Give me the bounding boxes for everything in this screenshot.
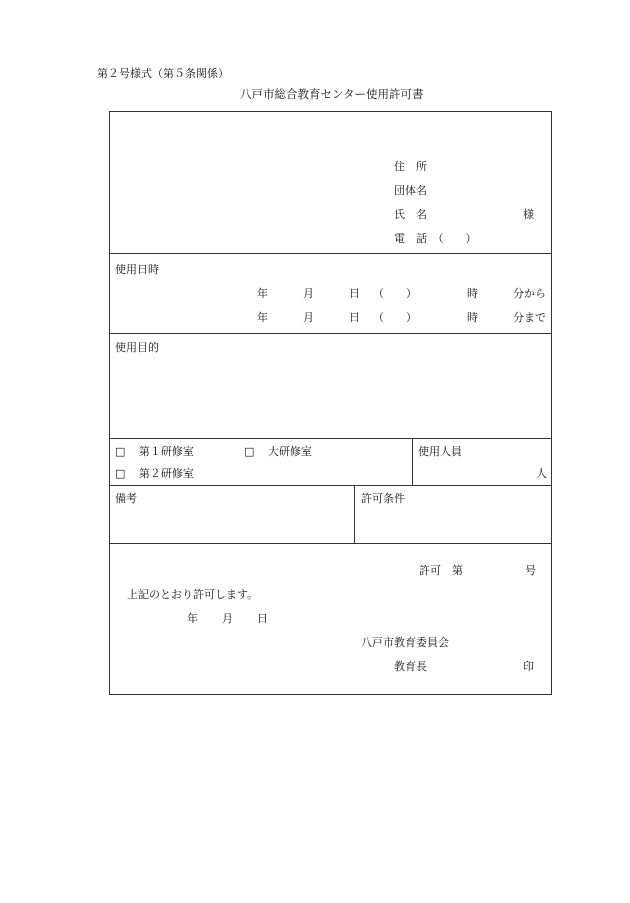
phone-label: 電 話 （ ） — [394, 232, 477, 245]
room-label-large: 大研修室 — [267, 445, 312, 458]
permit-date-day: 日 — [257, 612, 268, 625]
conditions-label: 許可条件 — [361, 492, 405, 505]
permit-number-suffix: 号 — [525, 564, 536, 577]
room-checkbox-2[interactable] — [115, 468, 194, 479]
page-title: 八戸市総合教育センター使用許可書 — [240, 87, 424, 101]
room-checkbox-large[interactable] — [244, 446, 312, 457]
permit-statement: 上記のとおり許可します。 — [127, 588, 259, 601]
to-minute: 分まで — [513, 311, 546, 324]
room-label-1: 第１研修室 — [138, 445, 194, 458]
seal-mark: 印 — [523, 660, 534, 673]
from-year: 年 — [257, 287, 268, 300]
remarks-label: 備考 — [115, 492, 137, 505]
form-number: 第２号様式（第５条関係） — [97, 67, 229, 80]
permit-date-month: 月 — [222, 612, 233, 625]
checkbox-icon: □ — [115, 445, 126, 458]
divider-rooms — [109, 485, 552, 486]
honorific: 様 — [523, 208, 534, 221]
from-minute: 分から — [513, 287, 546, 300]
checkbox-icon: □ — [244, 445, 255, 458]
room-checkbox-1[interactable] — [115, 446, 194, 457]
divider-applicant — [109, 253, 552, 254]
divider-attendees — [412, 438, 413, 485]
name-label: 氏 名 — [394, 208, 427, 221]
attendees-label: 使用人員 — [418, 445, 462, 458]
to-month: 月 — [303, 311, 314, 324]
permit-number-label: 許可 第 — [419, 564, 463, 577]
divider-datetime — [109, 333, 552, 334]
divider-conditions — [354, 485, 355, 543]
superintendent-label: 教育長 — [394, 660, 427, 673]
divider-remarks — [109, 543, 552, 544]
checkbox-icon: □ — [115, 467, 126, 480]
to-hour: 時 — [467, 311, 478, 324]
from-month: 月 — [303, 287, 314, 300]
divider-purpose — [109, 438, 552, 439]
address-label: 住 所 — [394, 160, 427, 173]
permit-date-year: 年 — [187, 612, 198, 625]
from-day: 日 — [349, 287, 360, 300]
to-weekday: （ ） — [373, 311, 417, 324]
to-year: 年 — [257, 311, 268, 324]
from-weekday: （ ） — [373, 287, 417, 300]
permit-form-frame — [109, 111, 552, 695]
usage-datetime-label: 使用日時 — [115, 263, 159, 276]
purpose-label: 使用目的 — [115, 341, 159, 354]
room-label-2: 第２研修室 — [138, 467, 194, 480]
attendees-unit: 人 — [536, 467, 547, 480]
to-day: 日 — [349, 311, 360, 324]
from-hour: 時 — [467, 287, 478, 300]
group-name-label: 団体名 — [394, 184, 427, 197]
issuer: 八戸市教育委員会 — [361, 636, 449, 649]
